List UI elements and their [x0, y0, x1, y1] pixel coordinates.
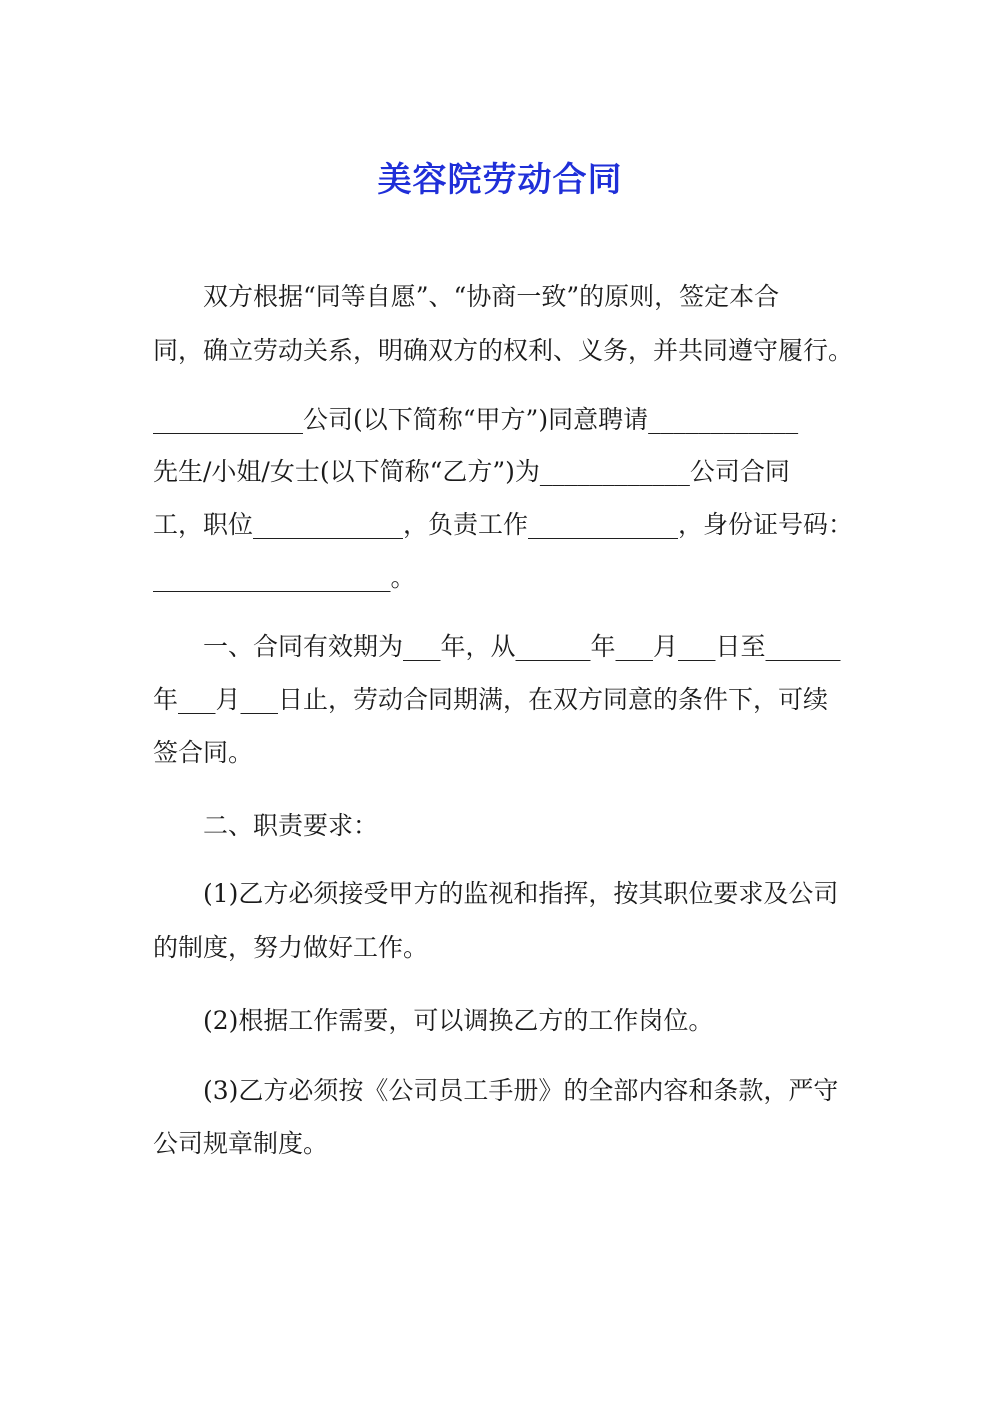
paragraph-line: (1)乙方必须接受甲方的监视和指挥，按其职位要求及公司 — [203, 879, 839, 908]
paragraph-line: 先生/小姐/女士(以下简称“乙方”)为____________公司合同 — [153, 457, 790, 486]
paragraph-line: 年___月___日止，劳动合同期满，在双方同意的条件下，可续 — [153, 685, 829, 714]
document-title: 美容院劳动合同 — [377, 160, 623, 200]
paragraph-line: 的制度，努力做好工作。 — [153, 933, 429, 962]
paragraph-line: 签合同。 — [153, 738, 254, 767]
paragraph-line: (2)根据工作需要，可以调换乙方的工作岗位。 — [203, 1006, 714, 1035]
paragraph-line: ____________公司(以下简称“甲方”)同意聘请____________ — [153, 405, 799, 434]
paragraph-line: 双方根据“同等自愿”、“协商一致”的原则，签定本合 — [203, 282, 780, 311]
paragraph-line: ___________________。 — [153, 563, 416, 592]
section-heading: 二、职责要求： — [203, 811, 379, 840]
paragraph-line: 公司规章制度。 — [153, 1129, 329, 1158]
paragraph-line: 一、合同有效期为___年，从______年___月___日至______ — [203, 632, 841, 661]
paragraph-line: 同，确立劳动关系，明确双方的权利、义务，并共同遵守履行。 — [153, 336, 854, 365]
paragraph-line: (3)乙方必须按《公司员工手册》的全部内容和条款，严守 — [203, 1076, 839, 1105]
paragraph-line: 工，职位____________，负责工作____________，身份证号码： — [153, 510, 854, 539]
